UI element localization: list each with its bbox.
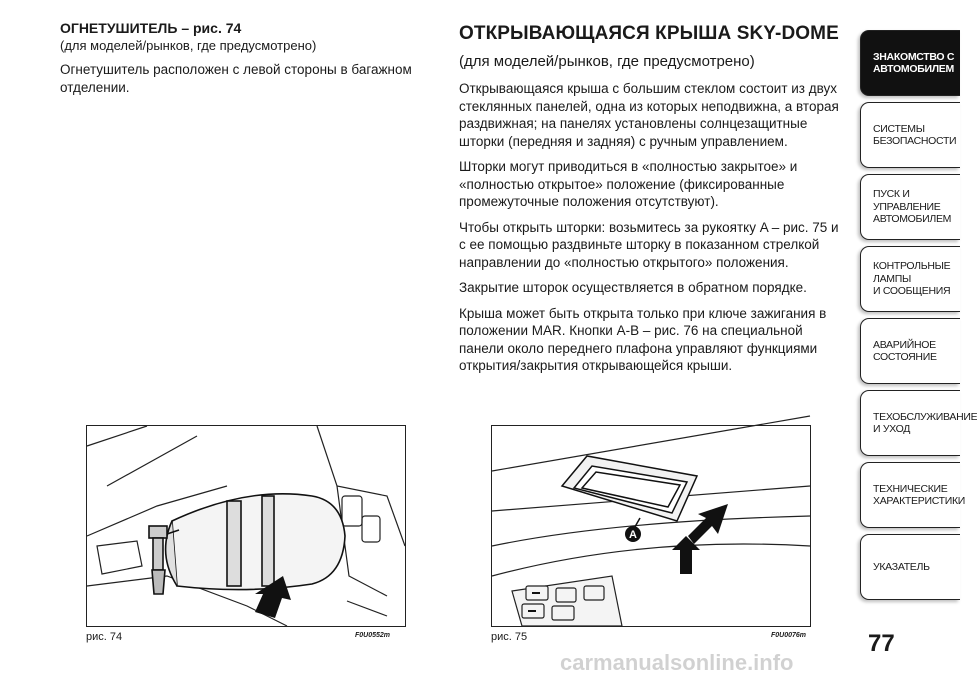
extinguisher-text: Огнетушитель расположен с левой стороны в багажном отделении. xyxy=(60,62,412,95)
sunshade-illustration xyxy=(492,426,810,626)
tab-maintenance[interactable]: ТЕХОБСЛУЖИВАНИЕ И УХОД xyxy=(860,390,960,456)
skydome-paragraph-2: Шторки могут приводиться в «полностью закрытое» и «полностью открытое» положение (фиксированные промежуточные положения отсутствуют). xyxy=(459,159,798,209)
figure-74-code: F0U0552m xyxy=(355,632,391,639)
skydome-paragraph-3: Чтобы открыть шторки: возьмитесь за рукоятку A – рис. 75 и с ее помощью раздвиньте шторку в показанном стрелкой направлении до «полностью открытого» положения. xyxy=(459,219,839,270)
label-a-text: A xyxy=(629,529,637,541)
figure-75-code: F0U0076m xyxy=(771,632,807,639)
label-a-marker xyxy=(625,526,641,542)
extinguisher-heading: ОГНЕТУШИТЕЛЬ – рис. 74 xyxy=(60,20,242,36)
tab-technical-specs[interactable]: ТЕХНИЧЕСКИЕ ХАРАКТЕРИСТИКИ xyxy=(860,462,960,528)
skydome-paragraph-5: Крыша может быть открыта только при ключе зажигания в положении MAR. Кнопки A-B – рис. 76 на специальной панели около переднего плафона управляют функциями открытия/закрытия открывающейся крыши. xyxy=(459,305,827,373)
figure-75-sunshade-handle xyxy=(491,425,811,627)
tab-warning-lights[interactable]: КОНТРОЛЬНЫЕ ЛАМПЫ И СООБЩЕНИЯ xyxy=(860,246,960,312)
skydome-paragraph-4: Закрытие шторок осуществляется в обратном порядке. xyxy=(459,280,807,295)
tab-starting-driving[interactable]: ПУСК И УПРАВЛЕНИЕ АВТОМОБИЛЕМ xyxy=(860,174,960,240)
figure-75-caption: рис. 75 xyxy=(491,631,528,643)
tab-index[interactable]: УКАЗАТЕЛЬ xyxy=(860,534,960,600)
skydome-paragraph-1: Открывающаяся крыша с большим стеклом состоит из двух стеклянных панелей, одна из которых неподвижна, а вторая раздвижная; на панелях установлены солнцезащитные шторки (передняя и задняя) с ручным управлением. xyxy=(459,81,839,149)
page-number: 77 xyxy=(868,630,895,657)
tab-safety-systems[interactable]: СИСТЕМЫ БЕЗОПАСНОСТИ xyxy=(860,102,960,168)
figure-74-extinguisher xyxy=(86,425,406,627)
tab-vehicle-introduction[interactable]: ЗНАКОМСТВО С АВТОМОБИЛЕМ xyxy=(860,30,960,96)
skydome-section xyxy=(459,22,844,375)
figure-74-caption: рис. 74 xyxy=(86,631,123,643)
extinguisher-subtitle: (для моделей/рынков, где предусмотрено) xyxy=(60,38,317,53)
skydome-subtitle: (для моделей/рынков, где предусмотрено) xyxy=(459,53,755,70)
watermark: carmanualsonline.info xyxy=(560,650,794,675)
tab-emergency[interactable]: АВАРИЙНОЕ СОСТОЯНИЕ xyxy=(860,318,960,384)
skydome-heading: ОТКРЫВАЮЩАЯСЯ КРЫША SKY-DOME xyxy=(459,23,839,44)
extinguisher-section xyxy=(60,20,435,96)
extinguisher-illustration xyxy=(87,426,405,626)
